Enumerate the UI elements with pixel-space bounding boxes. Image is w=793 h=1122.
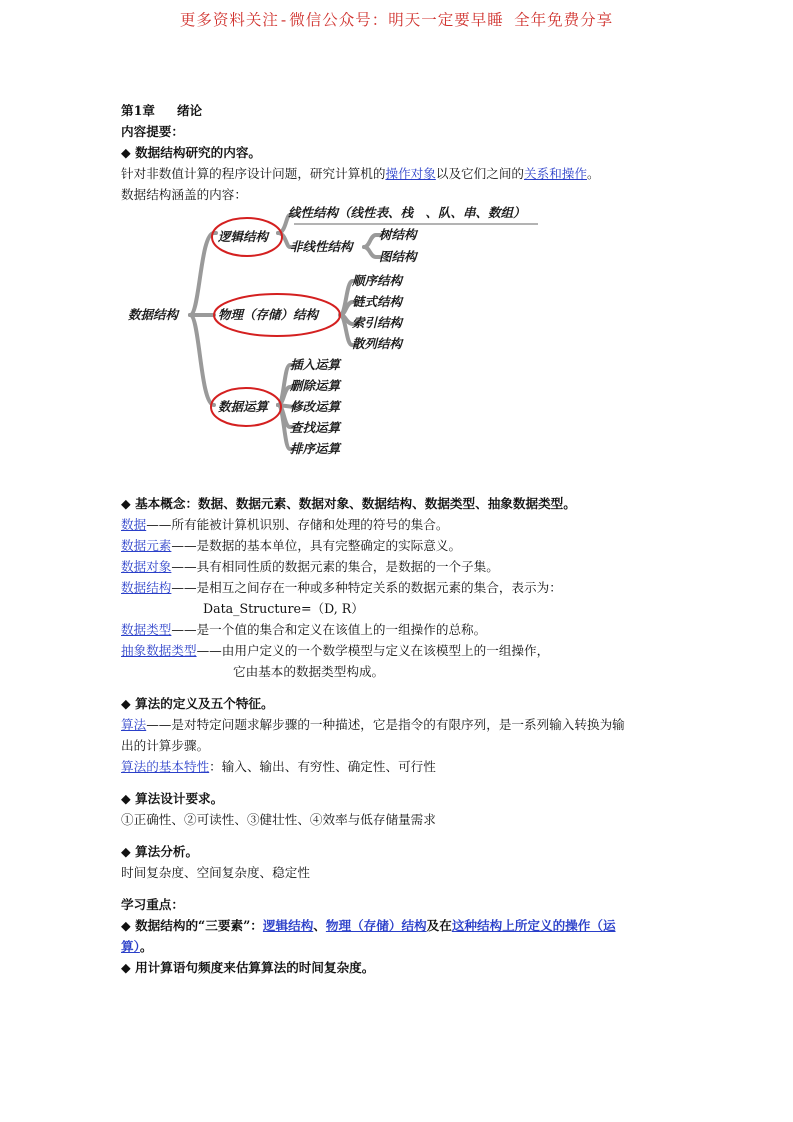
page-content xyxy=(121,100,681,978)
text-span: 针对非数值计算的程序设计问题，研究计算机的 xyxy=(121,166,386,181)
definition-text: ——是对特定问题求解步骤的一种描述，它是指令的有限序列，是一系列输入转换为输 xyxy=(146,717,625,732)
link-relation-operation[interactable]: 关系和操作 xyxy=(524,166,587,181)
focus-item-continuation xyxy=(121,936,681,957)
definition-item xyxy=(121,535,681,556)
text-span: 、 xyxy=(313,918,326,933)
focus-label: 学习重点： xyxy=(121,897,184,912)
node-operations: 数据运算 xyxy=(218,399,269,414)
link-operation-object[interactable]: 操作对象 xyxy=(385,166,436,181)
node-operation: 删除运算 xyxy=(290,378,341,393)
node-graph: 图结构 xyxy=(379,249,417,264)
section-text: ①正确性、②可读性、③健壮性、④效率与低存储量需求 xyxy=(121,812,436,827)
node-operation: 排序运算 xyxy=(290,441,341,456)
link-logic[interactable]: 逻辑结构 xyxy=(262,918,314,933)
focus-item: ◆ 用计算语句频度来估算算法的时间复杂度。 xyxy=(121,960,375,975)
node-tree: 树结构 xyxy=(379,227,417,242)
node-storage: 散列结构 xyxy=(352,336,403,351)
section-paragraph: 数据结构涵盖的内容： xyxy=(121,187,247,202)
node-operation: 修改运算 xyxy=(290,399,341,414)
link-term[interactable]: 数据类型 xyxy=(121,622,172,637)
definition-continuation: 它由基本的数据类型构成。 xyxy=(233,664,385,679)
text-span: 。 xyxy=(586,166,600,181)
data-structure-diagram xyxy=(118,205,548,481)
link-term[interactable]: 算法的基本特性 xyxy=(121,759,210,774)
definition-item xyxy=(121,756,681,777)
section-heading-design: ◆ 算法设计要求。 xyxy=(121,791,224,806)
formula: Data_Structure=（D, R） xyxy=(203,601,364,616)
node-root: 数据结构 xyxy=(128,307,179,322)
text-span: ◆ 数据结构的“三要素”： xyxy=(121,918,263,933)
section-text: 时间复杂度、空间复杂度、稳定性 xyxy=(121,865,310,880)
definition-item xyxy=(121,556,681,577)
link-physical[interactable]: 物理（存储）结构 xyxy=(325,918,427,933)
definition-item xyxy=(121,640,681,661)
focus-item xyxy=(121,915,681,936)
promo-banner: 更多资料关注-微信公众号：明天一定要早睡 全年免费分享 xyxy=(179,11,614,29)
definition-text: ：输入、输出、有穷性、确定性、可行性 xyxy=(209,759,436,774)
definition-item xyxy=(121,577,681,598)
definition-text: ——是相互之间存在一种或多种特定关系的数据元素的集合，表示为： xyxy=(171,580,562,595)
node-storage: 链式结构 xyxy=(352,294,403,309)
node-logic: 逻辑结构 xyxy=(218,229,269,244)
node-physical: 物理（存储）结构 xyxy=(218,307,319,322)
link-operations-cont[interactable]: 算） xyxy=(121,939,140,954)
text-span: 及在 xyxy=(426,918,452,933)
node-storage: 顺序结构 xyxy=(352,273,403,288)
definition-item xyxy=(121,619,681,640)
link-term[interactable]: 数据 xyxy=(121,517,147,532)
definition-continuation: 出的计算步骤。 xyxy=(121,738,210,753)
node-linear: 线性结构（线性表、栈 、队、串、数组） xyxy=(288,205,526,220)
section-paragraph xyxy=(121,163,681,184)
chapter-name: 绪论 xyxy=(176,103,203,118)
node-operation: 查找运算 xyxy=(290,420,341,435)
definition-text: ——由用户定义的一个数学模型与定义在该模型上的一组操作， xyxy=(196,643,550,658)
outline-label: 内容提要： xyxy=(121,124,184,139)
chapter-title xyxy=(121,100,681,121)
link-operations[interactable]: 这种结构上所定义的操作（运 xyxy=(451,918,616,933)
section-heading-concepts: ◆ 基本概念：数据、数据元素、数据对象、数据结构、数据类型、抽象数据类型。 xyxy=(121,496,576,511)
node-nonlinear: 非线性结构 xyxy=(290,239,353,254)
node-storage: 索引结构 xyxy=(352,315,403,330)
definition-text: ——具有相同性质的数据元素的集合，是数据的一个子集。 xyxy=(171,559,499,574)
definition-text: ——所有能被计算机识别、存储和处理的符号的集合。 xyxy=(146,517,449,532)
definition-item xyxy=(121,514,681,535)
link-term[interactable]: 数据对象 xyxy=(121,559,172,574)
link-term[interactable]: 抽象数据类型 xyxy=(121,643,197,658)
link-term[interactable]: 算法 xyxy=(121,717,147,732)
definition-item xyxy=(121,714,681,735)
chapter-number: 第1章 xyxy=(121,103,155,118)
node-operation: 插入运算 xyxy=(290,357,341,372)
definition-text: ——是数据的基本单位，具有完整确定的实际意义。 xyxy=(171,538,462,553)
definition-text: ——是一个值的集合和定义在该值上的一组操作的总称。 xyxy=(171,622,487,637)
text-span: 。 xyxy=(139,939,153,954)
text-span: 以及它们之间的 xyxy=(435,166,524,181)
section-heading-algorithm: ◆ 算法的定义及五个特征。 xyxy=(121,696,274,711)
section-heading-content: ◆ 数据结构研究的内容。 xyxy=(121,145,262,160)
section-heading-analysis: ◆ 算法分析。 xyxy=(121,844,199,859)
link-term[interactable]: 数据元素 xyxy=(121,538,172,553)
link-term[interactable]: 数据结构 xyxy=(121,580,172,595)
